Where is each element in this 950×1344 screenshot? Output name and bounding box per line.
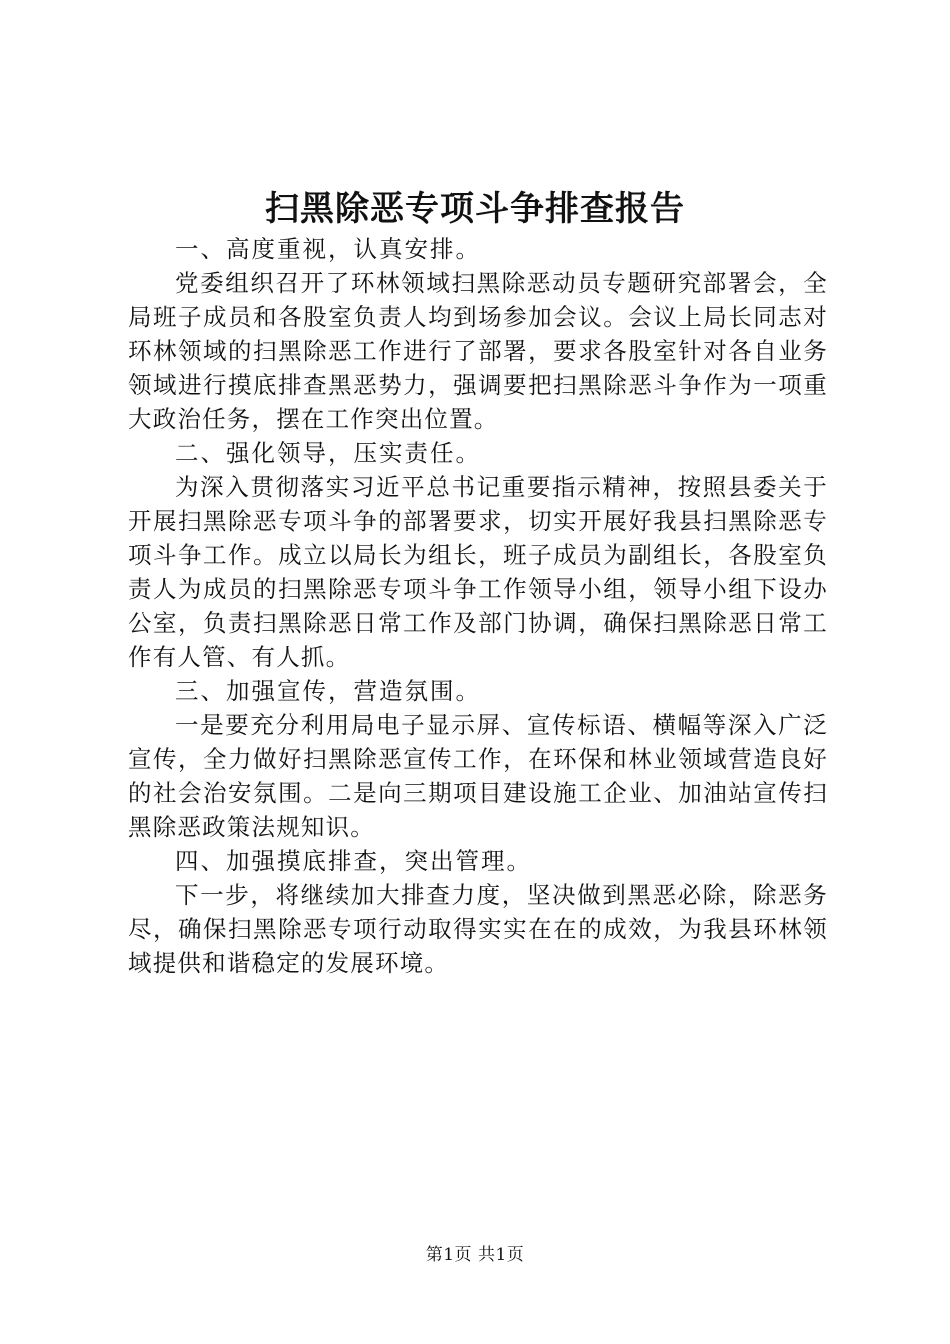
section-heading-3: 三、加强宣传，营造氛围。 (175, 677, 481, 705)
section-paragraph-2: 为深入贯彻落实习近平总书记重要指示精神，按照县委关于开展扫黑除恶专项斗争的部署要求，切实开展好我县扫黑除恶专项斗争工作。成立以局长为组长，班子成员为副组长，各股室负责人为成员的扫黑除恶专项斗争工作领导小组，领导小组下设办公室，负责扫黑除恶日常工作及部门协调，确保扫黑除恶日常工作有人管、有人抓。 (128, 473, 828, 671)
section-heading-4: 四、加强摸底排查，突出管理。 (175, 847, 532, 875)
section-heading-1: 一、高度重视，认真安排。 (175, 235, 481, 263)
section-heading-2: 二、强化领导，压实责任。 (175, 439, 481, 467)
document-body (128, 232, 828, 980)
page-footer: 第1页 共1页 (425, 1245, 525, 1265)
section-paragraph-4: 下一步，将继续加大排查力度，坚决做到黑恶必除，除恶务尽，确保扫黑除恶专项行动取得实实在在的成效，为我县环林领域提供和谐稳定的发展环境。 (128, 881, 828, 977)
section-paragraph-3: 一是要充分利用局电子显示屏、宣传标语、横幅等深入广泛宣传，全力做好扫黑除恶宣传工作，在环保和林业领域营造良好的社会治安氛围。二是向三期项目建设施工企业、加油站宣传扫黑除恶政策法规知识。 (128, 711, 828, 841)
section-paragraph-1: 党委组织召开了环林领域扫黑除恶动员专题研究部署会，全局班子成员和各股室负责人均到场参加会议。会议上局长同志对环林领域的扫黑除恶工作进行了部署，要求各股室针对各自业务领域进行摸底排查黑恶势力，强调要把扫黑除恶斗争作为一项重大政治任务，摆在工作突出位置。 (128, 269, 828, 433)
document-title: 扫黑除恶专项斗争排查报告 (265, 189, 685, 229)
